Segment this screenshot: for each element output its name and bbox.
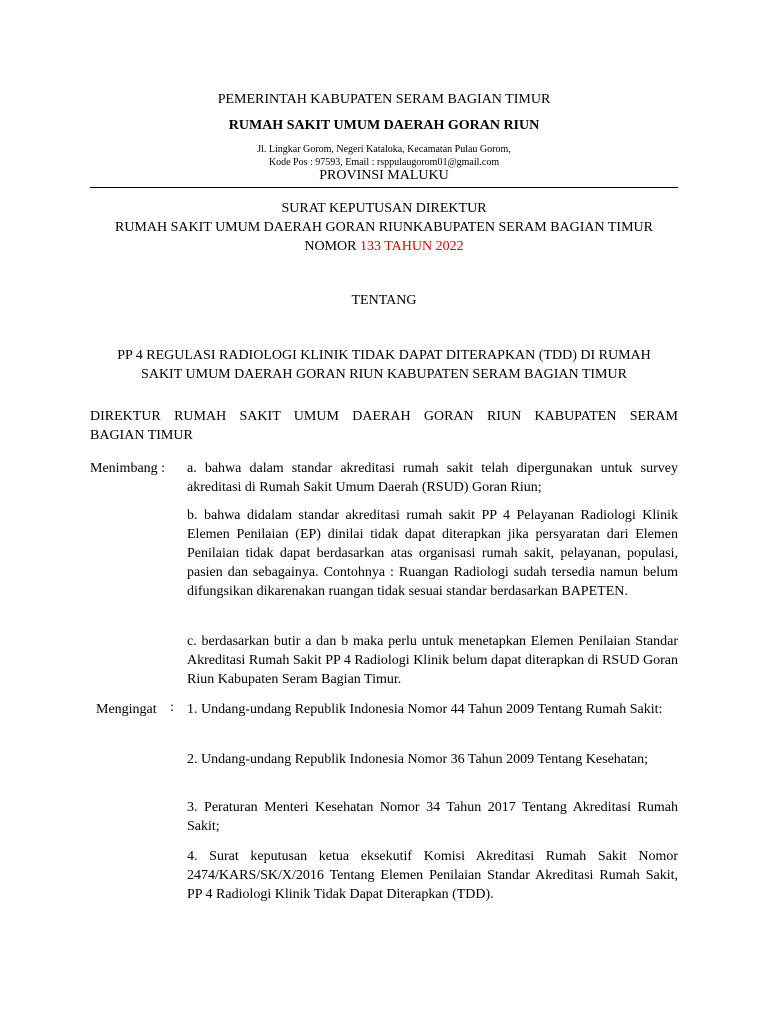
mengingat-label: Mengingat bbox=[96, 702, 157, 717]
director-heading bbox=[90, 407, 678, 445]
header-hospital: RUMAH SAKIT UMUM DAERAH GORAN RIUN bbox=[228, 118, 540, 133]
header-government: PEMERINTAH KABUPATEN SERAM BAGIAN TIMUR bbox=[217, 92, 551, 107]
decree-number-prefix: NOMOR bbox=[304, 239, 360, 254]
subject-heading bbox=[90, 346, 678, 384]
subject-line-1: PP 4 REGULASI RADIOLOGI KLINIK TIDAK DAPAT DITERAPKAN (TDD) DI RUMAH bbox=[117, 348, 651, 363]
tentang-heading: TENTANG bbox=[351, 293, 417, 308]
header-address bbox=[90, 143, 678, 169]
mengingat-item-4: 4. Surat keputusan ketua eksekutif Komisi Akreditasi Rumah Sakit Nomor 2474/KARS/SK/X/2016 Tentang Elemen Penilaian Standar Akreditasi Rumah Sakit, PP 4 Radiologi Klinik Tidak Dapat Diterapkan (TDD). bbox=[187, 849, 678, 902]
mengingat-colon: : bbox=[170, 700, 174, 715]
address-line-1: Jl. Lingkar Gorom, Negeri Kataloka, Kecamatan Pulau Gorom, bbox=[257, 144, 511, 155]
decree-heading bbox=[90, 199, 678, 256]
decree-title: SURAT KEPUTUSAN DIREKTUR bbox=[281, 201, 487, 216]
header-province: PROVINSI MALUKU bbox=[319, 168, 449, 183]
subject-line-2: SAKIT UMUM DAERAH GORAN RIUN KABUPATEN SERAM BAGIAN TIMUR bbox=[141, 367, 627, 382]
mengingat-item-1: 1. Undang-undang Republik Indonesia Nomor 44 Tahun 2009 Tentang Rumah Sakit: bbox=[187, 702, 663, 717]
director-line-1: DIREKTUR RUMAH SAKIT UMUM DAERAH GORAN RIUN KABUPATEN SERAM bbox=[90, 409, 678, 424]
mengingat-item-3: 3. Peraturan Menteri Kesehatan Nomor 34 Tahun 2017 Tentang Akreditasi Rumah Sakit; bbox=[187, 800, 678, 834]
menimbang-item-c: c. berdasarkan butir a dan b maka perlu untuk menetapkan Elemen Penilaian Standar Akreditasi Rumah Sakit PP 4 Radiologi Klinik belum dapat diterapkan di RSUD Goran Riun Kabupaten Seram Bagian Timur. bbox=[187, 634, 678, 687]
address-line-2: Kode Pos : 97593, Email : rsppulaugorom01@gmail.com bbox=[268, 157, 500, 168]
header-divider bbox=[90, 187, 678, 188]
menimbang-label: Menimbang : bbox=[90, 461, 166, 476]
decree-number-value: 133 TAHUN 2022 bbox=[360, 239, 464, 254]
menimbang-item-a: a. bahwa dalam standar akreditasi rumah sakit telah dipergunakan untuk survey akreditasi di Rumah Sakit Umum Daerah (RSUD) Goran Riun; bbox=[187, 461, 678, 495]
decree-number bbox=[90, 237, 678, 256]
mengingat-item-2: 2. Undang-undang Republik Indonesia Nomor 36 Tahun 2009 Tentang Kesehatan; bbox=[187, 752, 648, 767]
decree-institution: RUMAH SAKIT UMUM DAERAH GORAN RIUNKABUPATEN SERAM BAGIAN TIMUR bbox=[114, 220, 653, 235]
director-line-2: BAGIAN TIMUR bbox=[90, 428, 193, 443]
menimbang-item-b: b. bahwa didalam standar akreditasi rumah sakit PP 4 Pelayanan Radiologi Klinik Elemen Penilaian (EP) dinilai tidak dapat diterapkan jika persyaratan dari Elemen Penilaian tidak dapat berdasarkan atas organisasi rumah sakit, pelayanan, populasi, pasien dan sebagainya. Contohnya : Ruangan Radiologi sudah tersedia namun belum difungsikan dikarenakan ruangan tidak sesuai standar berdasarkan BAPETEN. bbox=[187, 508, 678, 599]
